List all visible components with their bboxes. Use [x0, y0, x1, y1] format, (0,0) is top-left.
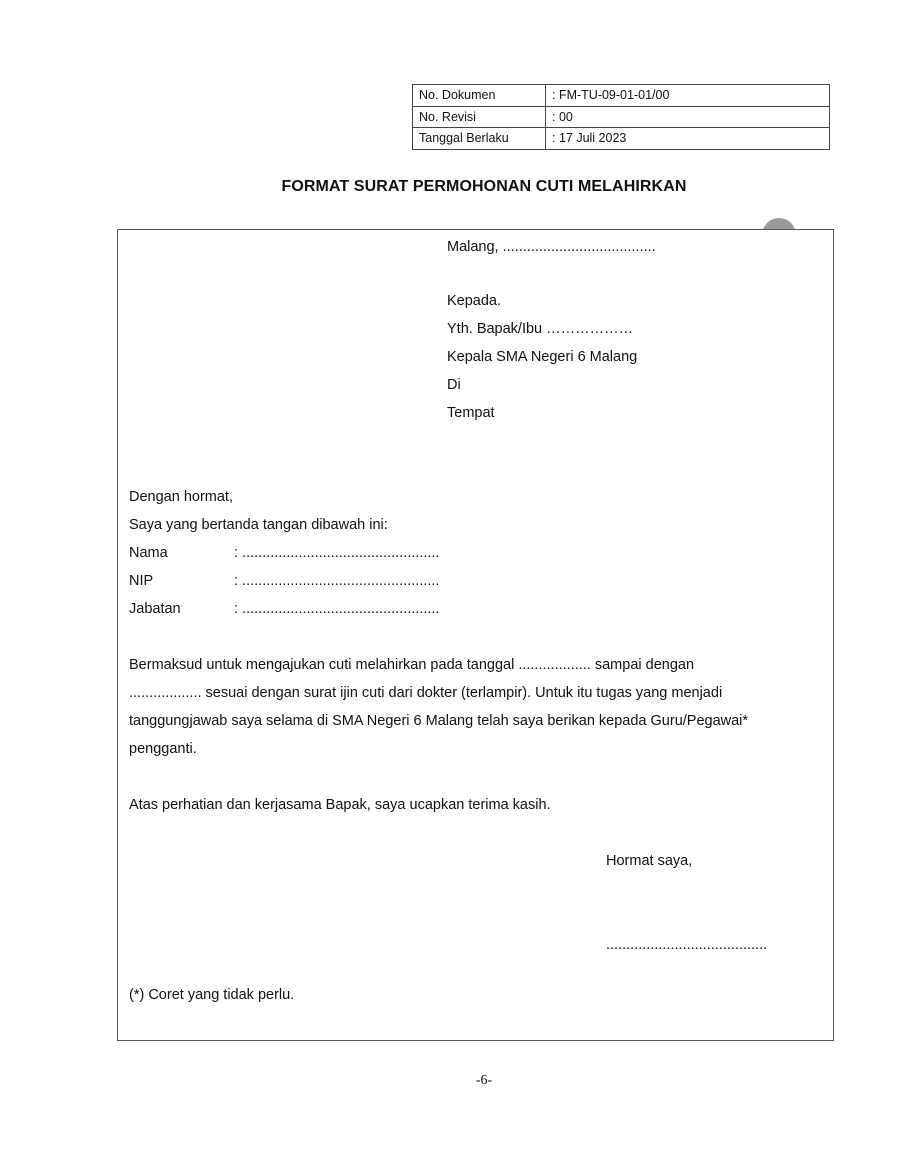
body-line: tanggungjawab saya selama di SMA Negeri 6 Malang telah saya berikan kepada Guru/Pegawai* [129, 713, 749, 729]
field-label: Jabatan [129, 601, 181, 617]
field-value: : ................................................. [234, 601, 440, 617]
body-line: .................. sesuai dengan surat ijin cuti dari dokter (terlampir). Untuk itu tugas yang menjadi [129, 685, 723, 701]
field-label: NIP [129, 573, 154, 589]
greeting: Dengan hormat, [129, 489, 233, 505]
recipient-yth: Yth. Bapak/Ibu ……………… [447, 321, 634, 337]
doc-info-label: Tanggal Berlaku [413, 128, 546, 150]
field-value: : ................................................. [234, 573, 440, 589]
body-line: pengganti. [129, 741, 197, 757]
recipient-di: Di [447, 377, 461, 393]
recipient-place: Tempat [447, 405, 495, 421]
document-title: FORMAT SURAT PERMOHONAN CUTI MELAHIRKAN [281, 178, 687, 195]
intro-text: Saya yang bertanda tangan dibawah ini: [129, 517, 388, 533]
doc-info-label: No. Dokumen [413, 85, 546, 107]
closing-text: Atas perhatian dan kerjasama Bapak, saya ucapkan terima kasih. [129, 797, 551, 813]
doc-info-row [413, 128, 830, 150]
recipient-kepada: Kepada. [447, 293, 502, 309]
recipient-position: Kepala SMA Negeri 6 Malang [447, 349, 638, 365]
place-date: Malang, ...................................... [447, 239, 656, 255]
doc-info-value: : 00 [546, 106, 830, 128]
document-info-table [412, 84, 830, 150]
doc-info-label: No. Revisi [413, 106, 546, 128]
signature-line: ........................................ [606, 937, 768, 953]
sign-off: Hormat saya, [606, 853, 693, 869]
body-line: Bermaksud untuk mengajukan cuti melahirkan pada tanggal .................. sampai dengan [129, 657, 695, 673]
field-value: : ................................................. [234, 545, 440, 561]
doc-info-value: : FM-TU-09-01-01/00 [546, 85, 830, 107]
doc-info-value: : 17 Juli 2023 [546, 128, 830, 150]
field-label: Nama [129, 545, 168, 561]
page-number: -6- [475, 1073, 493, 1088]
doc-info-row [413, 85, 830, 107]
footnote: (*) Coret yang tidak perlu. [129, 987, 295, 1003]
doc-info-row [413, 106, 830, 128]
body-paragraph [129, 651, 819, 763]
